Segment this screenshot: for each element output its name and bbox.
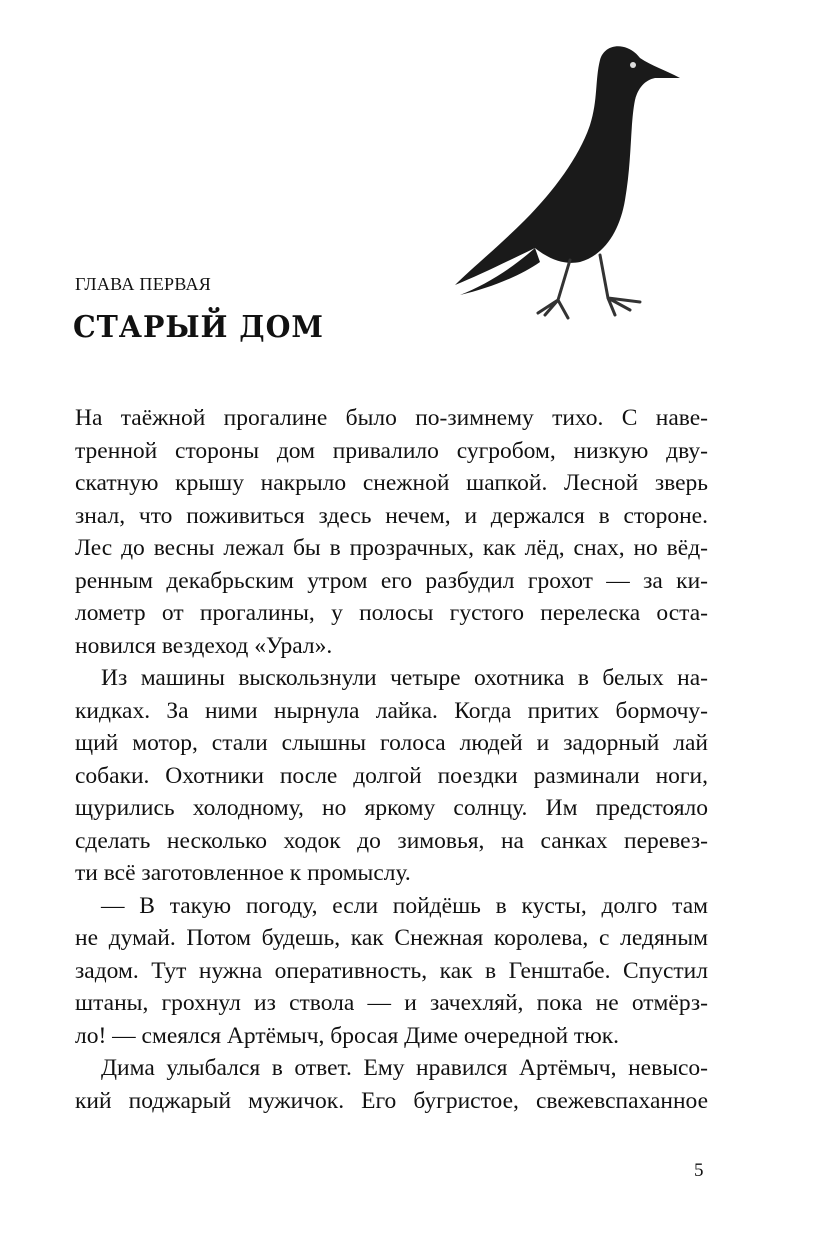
text-line: — В такую погоду, если пойдёшь в кусты, долго там [101,892,708,919]
text-line: Дима улыбался в ответ. Ему нравился Артёмыч, невысо- [101,1055,708,1081]
text-line: скатную крышу накрыло снежной шапкой. Лесной зверь [75,470,708,496]
text-line: На таёжной прогалине было по-зимнему тихо. С наве- [75,405,708,431]
chapter-label: ГЛАВА ПЕРВАЯ [75,274,212,294]
text-line: собаки. Охотники после долгой поездки разминали ноги, [75,762,708,789]
text-line: Лес до весны лежал бы в прозрачных, как лёд, снах, но вёд- [75,535,708,561]
text-line: кий поджарый мужичок. Его бугристое, свежевспаханное [75,1087,708,1114]
text-line: штаны, грохнул из ствола — и зачехляй, пока не отмёрз- [75,990,708,1016]
crow-illustration [440,30,700,330]
text-line: Из машины выскользнули четыре охотника в белых на- [101,665,708,691]
text-line: щий мотор, стали слышны голоса людей и задорный лай [75,730,708,756]
text-line: ти всё заготовленное к промыслу. [75,860,411,886]
text-line: знал, что поживиться здесь нечем, и держался в стороне. [75,502,708,529]
text-line: тренной стороны дом привалило сугробом, низкую дву- [75,437,708,464]
text-line: новился вездеход «Урал». [75,632,333,659]
text-line: не думай. Потом будешь, как Снежная королева, с ледяным [75,925,708,951]
text-line: ренным декабрьским утром его разбудил грохот — за ки- [75,567,708,594]
body-text [75,402,708,1117]
text-line: сделать несколько ходок до зимовья, на санках перевез- [75,827,708,854]
text-line: щурились холодному, но яркому солнцу. Им предстояло [75,795,708,821]
chapter-title: СТАРЫЙ ДОМ [73,310,324,345]
text-line: лометр от прогалины, у полосы густого перелеска оста- [75,600,708,626]
text-line: задом. Тут нужна оперативность, как в Генштабе. Спустил [75,957,708,984]
text-line: ло! — смеялся Артёмыч, бросая Диме очередной тюк. [75,1022,620,1049]
page-number: 5 [694,1160,704,1181]
text-line: кидках. За ними нырнула лайка. Когда притих бормочу- [75,697,708,724]
